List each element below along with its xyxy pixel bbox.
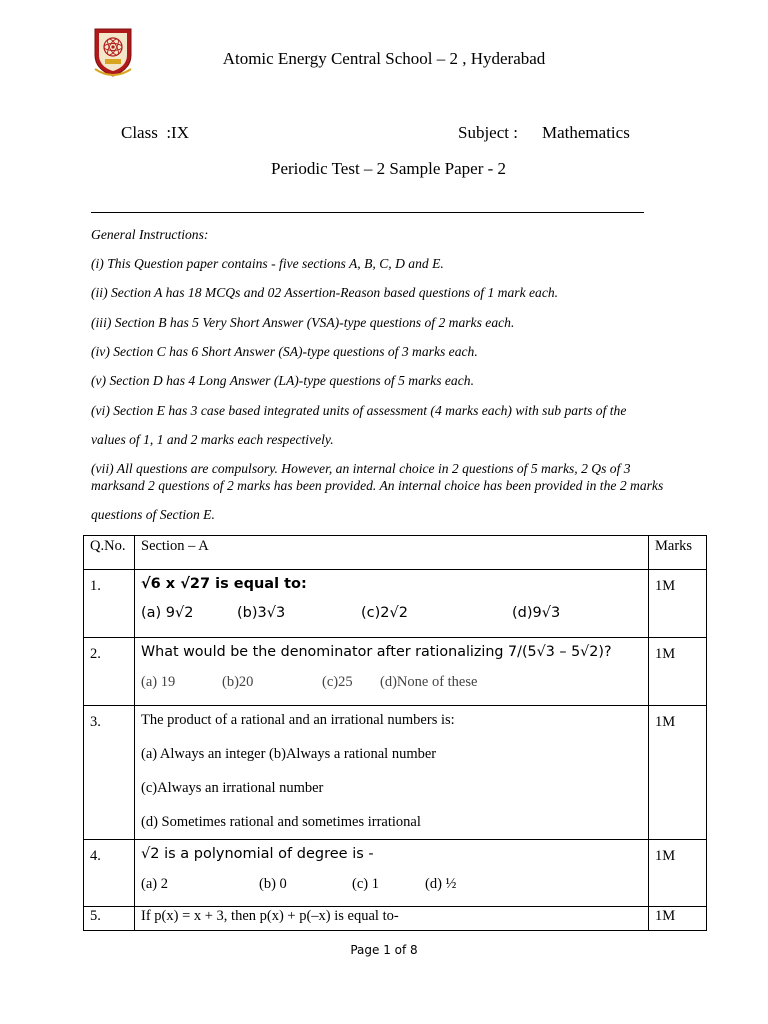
question-cell xyxy=(135,570,649,638)
question-text: If p(x) = x + 3, then p(x) + p(–x) is equal to- xyxy=(141,908,399,924)
option-c: (c)Always an irrational number xyxy=(141,780,324,796)
option-d: (d)None of these xyxy=(380,674,478,690)
questions-table xyxy=(83,535,707,931)
header-qno: Q.No. xyxy=(84,536,135,570)
header-section: Section – A xyxy=(135,536,649,570)
instruction-iii: (iii) Section B has 5 Very Short Answer (VSA)-type questions of 2 marks each. xyxy=(91,315,515,330)
instruction-vii-line2: marksand 2 questions of 2 marks has been provided. An internal choice has been provided in the 2 marks xyxy=(91,478,664,493)
question-cell xyxy=(135,907,649,931)
table-row xyxy=(84,570,707,638)
option-d: (d) Sometimes rational and sometimes irrational xyxy=(141,814,421,830)
option-d: (d) ½ xyxy=(425,876,457,892)
question-cell xyxy=(135,638,649,706)
option-c: (c)25 xyxy=(322,674,353,690)
instruction-vii-line1: (vii) All questions are compulsory. However, an internal choice in 2 questions of 5 marks, 2 Qs of 3 xyxy=(91,461,631,476)
question-text: What would be the denominator after rationalizing 7/(5√3 – 5√2)? xyxy=(141,644,612,660)
question-number: 3. xyxy=(84,706,135,840)
table-header-row xyxy=(84,536,707,570)
header-divider xyxy=(91,212,644,213)
school-title: Atomic Energy Central School – 2 , Hyderabad xyxy=(222,49,546,68)
question-text: √6 x √27 is equal to: xyxy=(141,576,307,592)
question-number: 1. xyxy=(84,570,135,638)
option-a-b: (a) Always an integer (b)Always a rational number xyxy=(141,746,437,762)
option-d: (d)9√3 xyxy=(512,605,561,621)
instruction-vi-line1: (vi) Section E has 3 case based integrated units of assessment (4 marks each) with sub parts of the xyxy=(91,403,627,418)
instruction-vi-line2: values of 1, 1 and 2 marks each respectively. xyxy=(91,432,334,447)
question-marks: 1M xyxy=(649,638,707,706)
option-b: (b) 0 xyxy=(259,876,287,892)
instruction-i: (i) This Question paper contains - five sections A, B, C, D and E. xyxy=(91,256,444,271)
question-number: 5. xyxy=(84,907,135,931)
question-marks: 1M xyxy=(649,706,707,840)
question-number: 4. xyxy=(84,840,135,907)
question-options xyxy=(141,876,642,893)
instruction-ii: (ii) Section A has 18 MCQs and 02 Assertion-Reason based questions of 1 mark each. xyxy=(91,285,559,300)
subject-label: Subject : xyxy=(458,123,518,142)
question-marks: 1M xyxy=(649,907,707,931)
paper-title: Periodic Test – 2 Sample Paper - 2 xyxy=(271,159,507,178)
option-b: (b)3√3 xyxy=(237,605,286,621)
option-a: (a) 9√2 xyxy=(141,605,194,621)
question-options xyxy=(141,605,642,621)
option-a: (a) 19 xyxy=(141,674,176,690)
option-c: (c) 1 xyxy=(352,876,379,892)
table-row xyxy=(84,638,707,706)
instructions-heading: General Instructions: xyxy=(91,227,209,242)
question-cell xyxy=(135,840,649,907)
subject-value: Mathematics xyxy=(542,123,630,142)
question-options xyxy=(141,674,642,691)
option-b: (b)20 xyxy=(222,674,254,690)
question-number: 2. xyxy=(84,638,135,706)
question-text: √2 is a polynomial of degree is - xyxy=(141,846,374,862)
class-label: Class :IX xyxy=(121,123,189,142)
instruction-v: (v) Section D has 4 Long Answer (LA)-type questions of 5 marks each. xyxy=(91,373,474,388)
instruction-vii-line3: questions of Section E. xyxy=(91,507,215,522)
table-row xyxy=(84,907,707,931)
option-a: (a) 2 xyxy=(141,876,168,892)
instruction-iv: (iv) Section C has 6 Short Answer (SA)-type questions of 3 marks each. xyxy=(91,344,478,359)
option-c: (c)2√2 xyxy=(361,605,408,621)
question-marks: 1M xyxy=(649,570,707,638)
question-text: The product of a rational and an irrational numbers is: xyxy=(141,712,455,728)
table-row xyxy=(84,840,707,907)
header-marks: Marks xyxy=(649,536,707,570)
question-marks: 1M xyxy=(649,840,707,907)
table-row xyxy=(84,706,707,840)
page-number: Page 1 of 8 xyxy=(350,943,418,957)
question-cell xyxy=(135,706,649,840)
